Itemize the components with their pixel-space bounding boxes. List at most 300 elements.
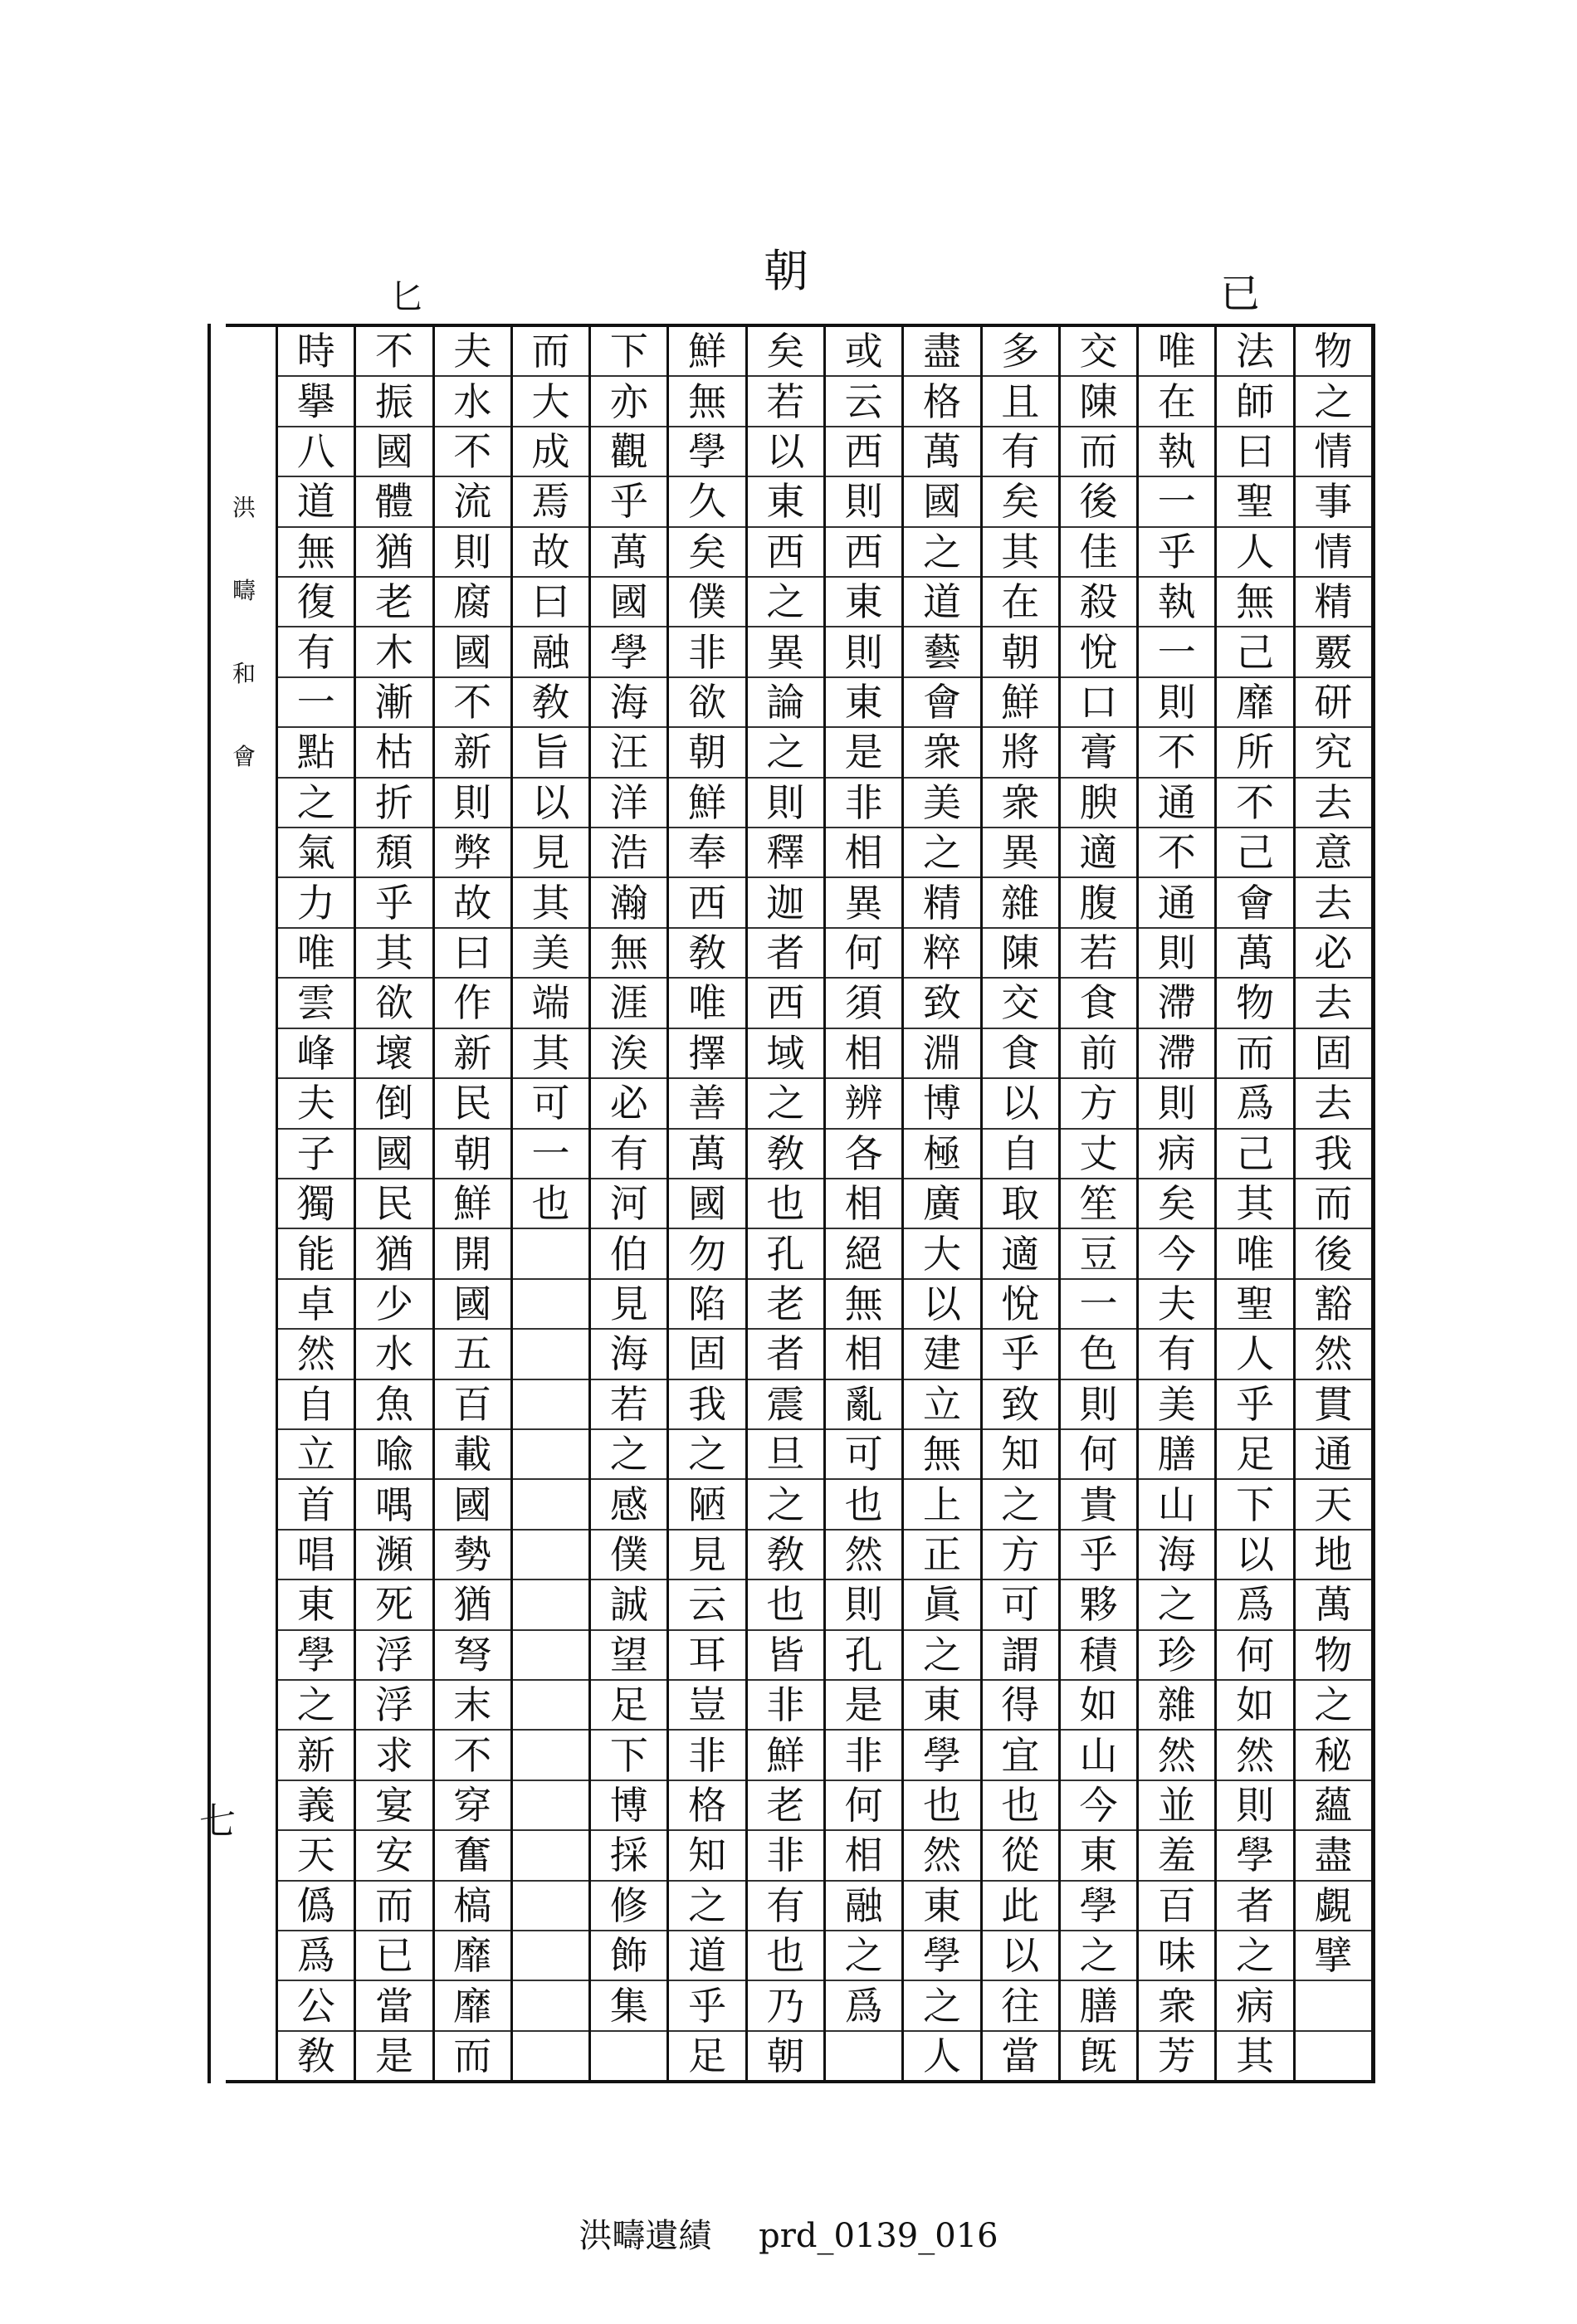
text-cell [591, 2032, 666, 2080]
text-cell: 天 [278, 1831, 354, 1881]
text-column [276, 327, 354, 2080]
text-cell [513, 1731, 588, 1780]
page-number: 七 [199, 1800, 236, 1843]
text-cell: 之 [669, 1430, 745, 1480]
text-cell: 國 [356, 1130, 432, 1179]
text-cell: 僕 [669, 578, 745, 627]
text-cell: 知 [669, 1831, 745, 1881]
text-cell: 何 [826, 929, 901, 979]
text-cell: 矣 [669, 528, 745, 578]
text-cell: 之 [1139, 1580, 1214, 1630]
text-cell: 不 [1217, 779, 1292, 828]
text-cell: 焉 [513, 477, 588, 527]
text-cell: 足 [591, 1681, 666, 1731]
text-cell: 猶 [356, 528, 432, 578]
text-cell: 積 [1061, 1631, 1136, 1681]
text-cell: 端 [513, 979, 588, 1028]
text-cell: 盡 [904, 327, 979, 377]
text-cell: 陳 [983, 929, 1058, 979]
text-cell: 云 [669, 1580, 745, 1630]
text-cell: 非 [826, 1731, 901, 1780]
text-cell: 夥 [1061, 1580, 1136, 1630]
text-cell: 異 [748, 627, 823, 677]
text-cell: 東 [748, 477, 823, 527]
text-cell: 之 [826, 1931, 901, 1981]
text-cell: 執 [1139, 578, 1214, 627]
text-cell: 並 [1139, 1781, 1214, 1831]
text-cell: 豆 [1061, 1229, 1136, 1279]
text-cell: 豁 [1296, 1280, 1371, 1330]
text-cell: 而 [356, 1882, 432, 1931]
text-cell: 論 [748, 678, 823, 728]
text-cell: 末 [435, 1681, 510, 1731]
text-cell: 豈 [669, 1681, 745, 1731]
text-cell: 何 [826, 1781, 901, 1831]
text-cell: 其 [1236, 2034, 1275, 2079]
text-cell: 宴 [356, 1781, 432, 1831]
text-cell: 老 [748, 1781, 823, 1831]
text-cell: 河 [591, 1179, 666, 1229]
text-cell: 浩 [591, 828, 666, 878]
text-cell: 其 [513, 1029, 588, 1079]
text-cell: 今 [1139, 1229, 1214, 1279]
text-cell: 擇 [669, 1029, 745, 1079]
text-cell [513, 1831, 588, 1881]
text-cell: 載 [435, 1430, 510, 1480]
text-cell: 百 [1139, 1882, 1214, 1931]
text-cell: 無 [669, 377, 745, 427]
text-cell: 開 [435, 1229, 510, 1279]
text-cell: 之 [1296, 377, 1371, 427]
text-cell: 敎 [513, 678, 588, 728]
text-cell: 敎 [296, 2034, 335, 2079]
text-cell: 擘 [1296, 1931, 1371, 1981]
text-cell: 一 [278, 678, 354, 728]
text-cell: 非 [669, 627, 745, 677]
text-cell: 漸 [356, 678, 432, 728]
text-cell: 喩 [356, 1430, 432, 1480]
text-cell: 異 [826, 878, 901, 928]
text-cell: 覷 [1296, 1882, 1371, 1931]
text-cell: 而 [1217, 1029, 1292, 1079]
text-cell: 乎 [1217, 1380, 1292, 1430]
text-cell: 學 [278, 1631, 354, 1681]
text-cell: 美 [904, 779, 979, 828]
text-cell: 擧 [278, 377, 354, 427]
text-cell: 頹 [356, 828, 432, 878]
text-cell: 物 [1296, 1631, 1371, 1681]
text-cell: 唱 [278, 1531, 354, 1580]
text-cell [513, 1981, 588, 2031]
text-cell: 得 [983, 1681, 1058, 1731]
text-cell: 故 [435, 878, 510, 928]
text-cell: 國 [435, 1480, 510, 1530]
text-cell: 子 [278, 1130, 354, 1179]
text-cell: 矣 [983, 477, 1058, 527]
text-cell: 東 [278, 1580, 354, 1630]
text-cell: 流 [435, 477, 510, 527]
text-cell: 感 [591, 1480, 666, 1530]
text-cell: 國 [591, 578, 666, 627]
text-cell [513, 1430, 588, 1480]
text-cell: 下 [591, 1731, 666, 1780]
text-cell: 聖 [1217, 477, 1292, 527]
text-cell: 旣 [1079, 2034, 1118, 2079]
text-cell: 觀 [591, 427, 666, 477]
text-cell: 笙 [1061, 1179, 1136, 1229]
text-cell: 相 [826, 828, 901, 878]
text-cell: 多 [983, 327, 1058, 377]
text-cell: 宜 [983, 1731, 1058, 1780]
text-cell: 見 [669, 1531, 745, 1580]
text-cell: 能 [278, 1229, 354, 1279]
text-cell [513, 1480, 588, 1530]
text-cell: 格 [904, 377, 979, 427]
text-cell: 腹 [1061, 878, 1136, 928]
text-cell: 其 [356, 929, 432, 979]
text-cell: 則 [1139, 929, 1214, 979]
text-cell: 執 [1139, 427, 1214, 477]
text-cell: 義 [278, 1781, 354, 1831]
text-cell: 物 [1217, 979, 1292, 1028]
text-cell: 事 [1296, 477, 1371, 527]
text-cell: 瀕 [356, 1531, 432, 1580]
text-cell: 也 [904, 1781, 979, 1831]
text-cell: 何 [1061, 1430, 1136, 1480]
text-cell: 孔 [748, 1229, 823, 1279]
margin-label: 會 [232, 743, 256, 770]
text-cell: 鮮 [435, 1179, 510, 1229]
margin-label: 和 [232, 660, 256, 687]
text-cell: 以 [1217, 1531, 1292, 1580]
text-cell: 海 [591, 678, 666, 728]
text-cell: 有 [1139, 1330, 1214, 1379]
text-cell: 之 [983, 1480, 1058, 1530]
text-cell: 首 [278, 1480, 354, 1530]
text-cell [513, 1531, 588, 1580]
text-cell: 唯 [1139, 327, 1214, 377]
text-cell: 旨 [513, 728, 588, 778]
text-cell: 乎 [1139, 528, 1214, 578]
text-cell: 陋 [669, 1480, 745, 1530]
text-cell: 立 [278, 1430, 354, 1480]
text-cell: 新 [435, 1029, 510, 1079]
text-cell: 然 [1217, 1731, 1292, 1780]
text-cell: 之 [278, 779, 354, 828]
text-cell: 我 [1296, 1130, 1371, 1179]
text-cell: 國 [904, 477, 979, 527]
text-cell: 求 [356, 1731, 432, 1780]
text-cell: 然 [1139, 1731, 1214, 1780]
text-cell: 敎 [748, 1531, 823, 1580]
text-cell: 情 [1296, 427, 1371, 477]
text-cell: 者 [1217, 1882, 1292, 1931]
text-cell: 望 [591, 1631, 666, 1681]
text-cell: 涘 [591, 1029, 666, 1079]
text-cell: 融 [513, 627, 588, 677]
text-cell: 適 [983, 1229, 1058, 1279]
text-cell [513, 1631, 588, 1681]
text-cell: 者 [748, 929, 823, 979]
text-cell: 今 [1061, 1781, 1136, 1831]
text-cell: 在 [1139, 377, 1214, 427]
text-cell: 西 [669, 878, 745, 928]
text-cell: 靡 [1217, 678, 1292, 728]
text-cell: 之 [904, 528, 979, 578]
text-cell: 無 [904, 1430, 979, 1480]
text-cell: 通 [1139, 878, 1214, 928]
text-cell: 藝 [904, 627, 979, 677]
text-cell: 迦 [748, 878, 823, 928]
text-cell: 獨 [278, 1179, 354, 1229]
text-cell [826, 2032, 901, 2080]
text-cell: 振 [356, 377, 432, 427]
text-cell: 爲 [1217, 1079, 1292, 1129]
text-cell: 國 [356, 427, 432, 477]
text-column [823, 327, 901, 2080]
text-cell: 無 [826, 1280, 901, 1330]
text-cell: 固 [1296, 1029, 1371, 1079]
text-cell: 芳 [1157, 2034, 1196, 2079]
footer [0, 2209, 1577, 2257]
text-cell: 美 [1139, 1380, 1214, 1430]
text-cell: 將 [983, 728, 1058, 778]
text-cell: 有 [983, 427, 1058, 477]
text-cell: 之 [748, 1079, 823, 1129]
text-cell: 新 [435, 728, 510, 778]
text-cell: 東 [826, 578, 901, 627]
text-cell: 蘊 [1296, 1781, 1371, 1831]
text-cell: 膳 [1139, 1430, 1214, 1480]
text-cell: 知 [983, 1430, 1058, 1480]
text-cell: 可 [983, 1580, 1058, 1630]
text-cell: 喁 [356, 1480, 432, 1530]
text-cell: 一 [513, 1130, 588, 1179]
text-cell: 自 [278, 1380, 354, 1430]
text-grid [226, 324, 1375, 2083]
text-cell: 以 [983, 1079, 1058, 1129]
text-cell: 格 [669, 1781, 745, 1831]
text-cell: 大 [513, 377, 588, 427]
text-cell: 下 [591, 327, 666, 377]
text-cell [513, 1229, 588, 1279]
text-cell: 海 [1139, 1531, 1214, 1580]
text-cell: 無 [591, 929, 666, 979]
text-cell: 也 [826, 1480, 901, 1530]
text-cell: 上 [904, 1480, 979, 1530]
text-cell: 奮 [435, 1831, 510, 1881]
text-cell: 見 [513, 828, 588, 878]
text-cell: 則 [1061, 1380, 1136, 1430]
header-left-character: 匕 [390, 278, 423, 316]
text-column [1136, 327, 1214, 2080]
text-cell: 融 [826, 1882, 901, 1931]
text-cell: 地 [1296, 1531, 1371, 1580]
text-cell: 食 [1061, 979, 1136, 1028]
text-cell: 復 [278, 578, 354, 627]
text-cell: 東 [1061, 1831, 1136, 1881]
text-cell: 誠 [591, 1580, 666, 1630]
text-cell [513, 1580, 588, 1630]
text-cell: 乎 [669, 1981, 745, 2031]
text-cell: 然 [904, 1831, 979, 1881]
text-column [745, 327, 823, 2080]
text-cell: 腐 [435, 578, 510, 627]
text-cell: 精 [1296, 578, 1371, 627]
text-cell: 欲 [356, 979, 432, 1028]
text-cell: 大 [904, 1229, 979, 1279]
text-cell: 往 [983, 1981, 1058, 2031]
text-cell: 水 [435, 377, 510, 427]
text-cell: 珍 [1139, 1631, 1214, 1681]
text-cell: 衆 [983, 779, 1058, 828]
text-cell: 萬 [591, 528, 666, 578]
text-cell: 物 [1296, 327, 1371, 377]
text-cell: 必 [1296, 929, 1371, 979]
text-cell: 相 [826, 1330, 901, 1379]
text-cell: 己 [1217, 828, 1292, 878]
text-cell: 敎 [669, 929, 745, 979]
text-cell: 壞 [356, 1029, 432, 1079]
text-cell: 可 [513, 1079, 588, 1129]
text-cell: 則 [1217, 1781, 1292, 1831]
text-cell: 去 [1296, 979, 1371, 1028]
text-column [510, 327, 588, 2080]
text-cell: 美 [513, 929, 588, 979]
text-cell: 學 [591, 627, 666, 677]
text-cell: 敎 [748, 1130, 823, 1179]
text-cell: 修 [591, 1882, 666, 1931]
text-cell: 足 [688, 2034, 727, 2079]
text-cell: 以 [513, 779, 588, 828]
text-cell: 在 [983, 578, 1058, 627]
text-cell: 之 [748, 1480, 823, 1530]
text-cell: 須 [826, 979, 901, 1028]
text-cell: 道 [278, 477, 354, 527]
text-cell: 善 [669, 1079, 745, 1129]
text-cell: 作 [435, 979, 510, 1028]
text-cell: 悅 [1061, 627, 1136, 677]
text-cell: 非 [826, 779, 901, 828]
text-cell: 貫 [1296, 1380, 1371, 1430]
text-cell: 致 [904, 979, 979, 1028]
text-cell: 其 [983, 528, 1058, 578]
text-cell: 情 [1296, 528, 1371, 578]
text-cell: 以 [904, 1280, 979, 1330]
text-cell: 爲 [826, 1981, 901, 2031]
text-cell: 一 [1061, 1280, 1136, 1330]
text-cell: 丈 [1061, 1130, 1136, 1179]
text-column [980, 327, 1058, 2080]
text-cell: 非 [669, 1731, 745, 1780]
text-cell: 之 [1217, 1931, 1292, 1981]
text-cell: 己 [1217, 1130, 1292, 1179]
text-cell: 則 [435, 779, 510, 828]
text-cell: 者 [748, 1330, 823, 1379]
text-cell: 學 [669, 427, 745, 477]
text-cell: 謂 [983, 1631, 1058, 1681]
text-cell: 若 [1061, 929, 1136, 979]
text-cell: 鮮 [748, 1731, 823, 1780]
text-column [1058, 327, 1136, 2080]
text-cell: 國 [435, 1280, 510, 1330]
text-cell: 食 [983, 1029, 1058, 1079]
text-cell: 弊 [435, 828, 510, 878]
text-cell: 也 [513, 1179, 588, 1229]
text-cell: 之 [1061, 1931, 1136, 1981]
text-cell: 新 [278, 1731, 354, 1780]
text-cell: 天 [1296, 1480, 1371, 1530]
text-cell: 不 [435, 427, 510, 477]
text-cell: 鮮 [669, 779, 745, 828]
text-cell: 學 [1061, 1882, 1136, 1931]
text-cell: 然 [826, 1531, 901, 1580]
text-cell: 爲 [1217, 1580, 1292, 1630]
text-cell: 陳 [1061, 377, 1136, 427]
text-cell: 雲 [278, 979, 354, 1028]
text-cell: 矣 [1139, 1179, 1214, 1229]
text-cell: 不 [1139, 828, 1214, 878]
text-cell: 飾 [591, 1931, 666, 1981]
text-cell: 之 [748, 728, 823, 778]
text-cell [513, 1781, 588, 1831]
text-cell: 之 [669, 1882, 745, 1931]
text-cell: 曰 [513, 578, 588, 627]
text-cell: 是 [826, 728, 901, 778]
text-cell: 則 [826, 1580, 901, 1630]
text-cell [513, 1330, 588, 1379]
text-cell: 氣 [278, 828, 354, 878]
text-cell: 正 [904, 1531, 979, 1580]
text-cell: 倒 [356, 1079, 432, 1129]
text-cell: 之 [904, 828, 979, 878]
text-cell: 人 [922, 2034, 961, 2079]
text-cell: 下 [1217, 1480, 1292, 1530]
text-cell: 眞 [904, 1580, 979, 1630]
text-cell: 朝 [983, 627, 1058, 677]
text-cell: 時 [278, 327, 354, 377]
text-cell: 公 [278, 1981, 354, 2031]
text-cell: 百 [435, 1380, 510, 1430]
text-cell: 不 [435, 678, 510, 728]
text-column [901, 327, 979, 2080]
text-cell: 矣 [748, 327, 823, 377]
text-cell [513, 2032, 588, 2080]
text-cell: 故 [513, 528, 588, 578]
text-cell: 之 [278, 1681, 354, 1731]
text-cell: 海 [591, 1330, 666, 1379]
text-cell: 乃 [748, 1981, 823, 2031]
text-cell: 東 [904, 1681, 979, 1731]
text-cell: 雜 [983, 878, 1058, 928]
text-cell: 也 [748, 1179, 823, 1229]
text-cell: 且 [983, 377, 1058, 427]
text-cell: 相 [826, 1179, 901, 1229]
text-cell: 若 [748, 377, 823, 427]
text-cell: 是 [826, 1681, 901, 1731]
text-cell: 東 [826, 678, 901, 728]
text-cell: 八 [278, 427, 354, 477]
text-cell: 體 [356, 477, 432, 527]
text-cell [1296, 2032, 1371, 2080]
footer-book-title: 洪疇遺績 [579, 2217, 712, 2255]
text-cell: 博 [591, 1781, 666, 1831]
text-cell: 然 [1296, 1330, 1371, 1379]
text-cell: 聖 [1217, 1280, 1292, 1330]
text-cell: 枯 [356, 728, 432, 778]
text-cell: 人 [1217, 1330, 1292, 1379]
text-cell: 云 [826, 377, 901, 427]
